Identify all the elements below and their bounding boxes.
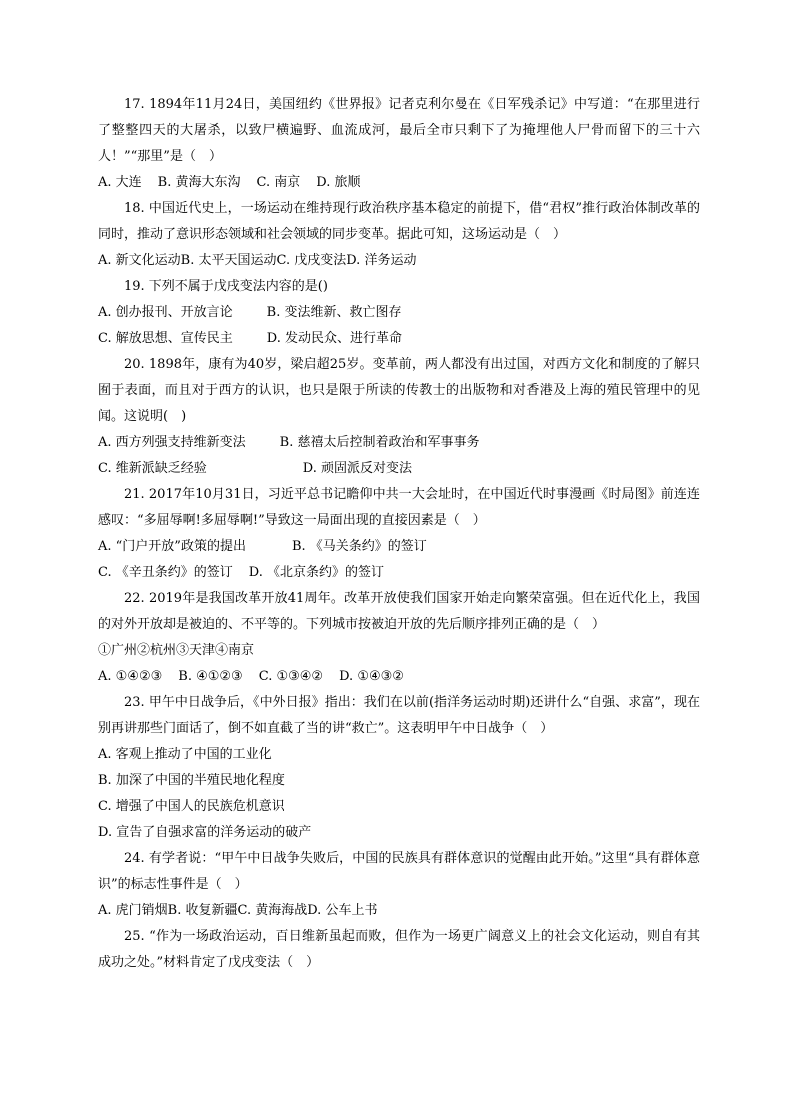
question-22-items: ①广州②杭州③天津④南京 [98,643,255,658]
question-18-stem: 18. 中国近代史上，一场运动在维持现行政治秩序基本稳定的前提下，借“君权”推行政治体制改革的同时，推动了意识形态领域和社会领域的同步变革。据此可知，这场运动是（ ） [98,201,700,242]
option-c: C. 增强了中国人的民族危机意识 [98,799,285,814]
question-20-options-row1 [98,430,700,456]
option-b: B. 加深了中国的半殖民地化程度 [98,773,285,788]
option-d: D. 发动民众、进行革命 [266,331,402,346]
option-d: D. 旅顺 [316,175,361,190]
question-19-options-row2 [98,326,700,352]
option-a: A. 大连 [98,175,142,190]
question-17-options [98,170,700,196]
option-a: A. ①④②③ [98,669,163,684]
question-24-stem: 24. 有学者说：“甲午中日战争失败后，中国的民族具有群体意识的觉醒由此开始。”这里“具有群体意识”的标志性事件是（ ） [98,851,700,892]
question-21-stem: 21. 2017年10月31日，习近平总书记瞻仰中共一大会址时，在中国近代时事漫画《时局图》前连连感叹：“多屈辱啊!多屈辱啊!”导致这一局面出现的直接因素是（ ） [98,487,700,528]
question-21-options-row1 [98,534,700,560]
option-d: D. 宣告了自强求富的洋务运动的破产 [98,825,312,840]
option-c: C. ①③④② [258,669,324,684]
option-c: C. 南京 [256,175,301,190]
option-b: B. ④①②③ [178,669,243,684]
option-d: D. ①④③② [339,669,404,684]
question-17-stem: 17. 1894年11月24日，美国纽约《世界报》记者克利尔曼在《日军残杀记》中写道：“在那里进行了整整四天的大屠杀，以致尸横遍野、血流成河，最后全市只剩下了为掩埋他人尸骨而留下的三十六人！”“那里”是（ ） [98,97,700,164]
question-20-stem: 20. 1898年，康有为40岁，梁启超25岁。变革前，两人都没有出过国，对西方文化和制度的了解只囿于表面，而且对于西方的认识，也只是限于所读的传教士的出版物和对香港及上海的殖民管理中的见闻。这说明( ) [98,357,700,424]
question-22-options [98,664,700,690]
question-22-stem: 22. 2019年是我国改革开放41周年。改革开放使我们国家开始走向繁荣富强。但在近代化上，我国的对外开放却是被迫的、不平等的。下列城市按被迫开放的先后顺序排列正确的是（ ） [98,591,700,632]
exam-page [98,92,700,976]
option-d: D. 顽固派反对变法 [302,461,412,476]
option-b: B. 《马关条约》的签订 [291,539,427,554]
option-c: C. 解放思想、宣传民主 [98,331,233,346]
question-21-options-row2 [98,560,700,586]
option-b: B. 变法维新、救亡图存 [266,305,402,320]
option-b: B. 慈禧太后控制着政治和军事事务 [279,435,480,450]
question-23-stem: 23. 甲午中日战争后，《中外日报》指出：我们在以前(指洋务运动时期)还讲什么“自强、求富”，现在别再讲那些门面话了，倒不如直截了当的讲“救亡”。这表明甲午中日战争（ ） [98,695,700,736]
option-c: C. 维新派缺乏经验 [98,461,207,476]
option-a: A. “门户开放”政策的提出 [98,539,246,554]
option-b: B. 黄海大东沟 [157,175,241,190]
question-25-stem: 25. “作为一场政治运动，百日维新虽起而败，但作为一场更广阔意义上的社会文化运动，则自有其成功之处。”材料肯定了戊戌变法（ ） [98,929,700,970]
option-a: A. 客观上推动了中国的工业化 [98,747,272,762]
question-18-options: A. 新文化运动B. 太平天国运动C. 戊戌变法D. 洋务运动 [98,253,417,268]
question-20-options-row2 [98,456,700,482]
option-a: A. 西方列强支持维新变法 [98,435,246,450]
option-c: C. 《辛丑条约》的签订 [98,565,233,580]
option-d: D. 《北京条约》的签订 [248,565,384,580]
question-24-options: A. 虎门销烟B. 收复新疆C. 黄海海战D. 公车上书 [98,903,378,918]
question-19-options-row1 [98,300,700,326]
option-a: A. 创办报刊、开放言论 [98,305,233,320]
question-19-stem: 19. 下列不属于戊戌变法内容的是() [124,279,328,294]
